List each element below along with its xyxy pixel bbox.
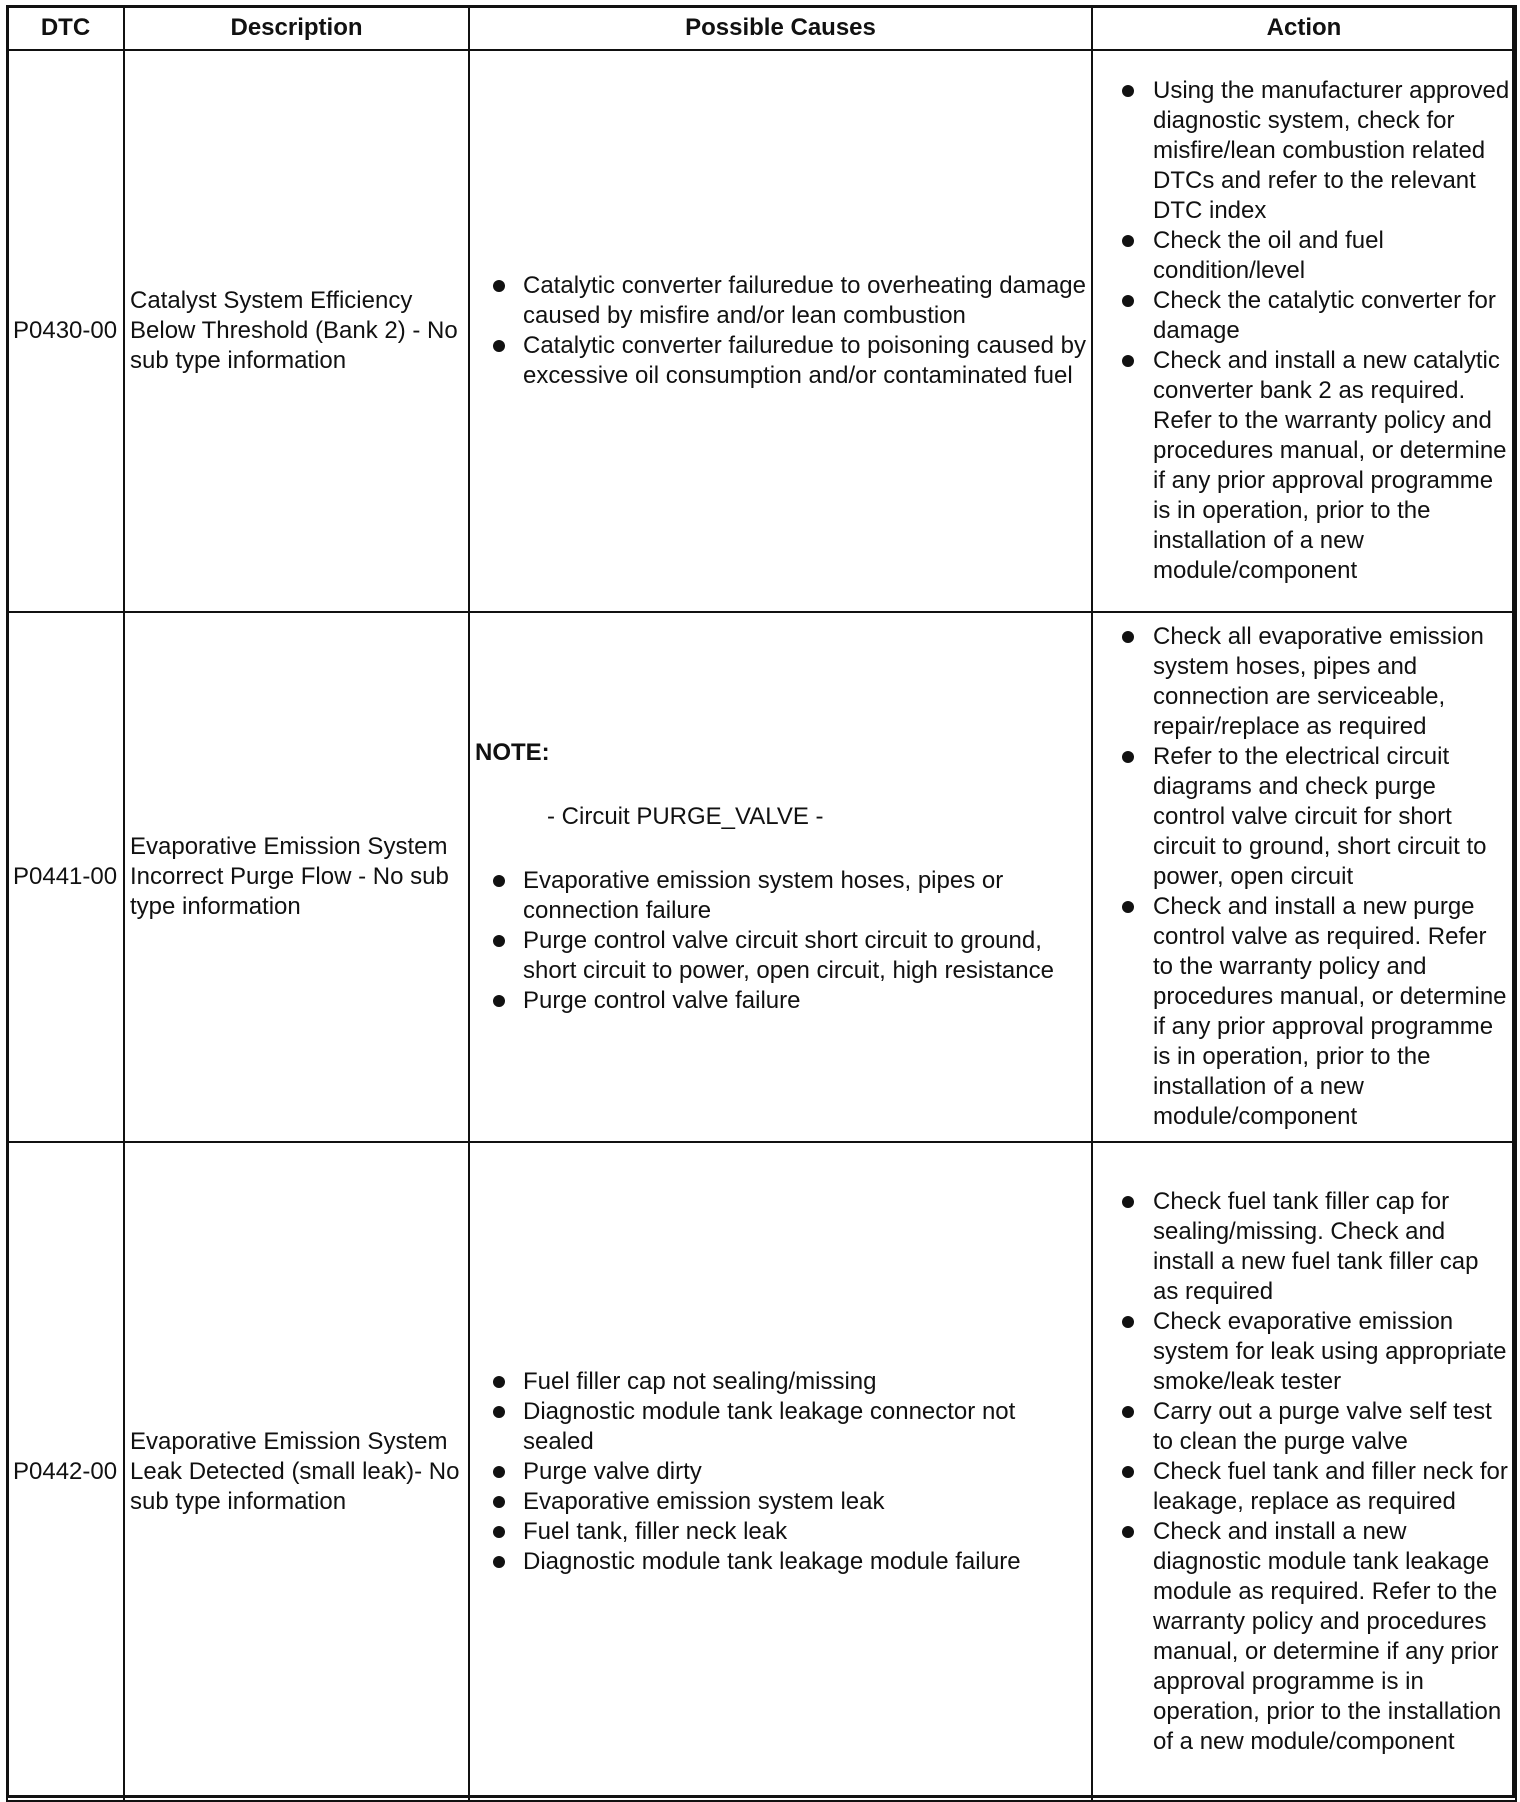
causes-list [475, 271, 1086, 391]
cause-item: Fuel tank, filler neck leak [475, 1517, 1086, 1547]
cause-item: Catalytic converter failuredue to overheating damage caused by misfire and/or lean combustion [475, 271, 1086, 331]
cause-item: Diagnostic module tank leakage module failure [475, 1547, 1086, 1577]
action-item: Check and install a new catalytic converter bank 2 as required. Refer to the warranty policy and procedures manual, or determine if any prior approval programme is in operation, prior to the installation of a new module/component [1098, 346, 1510, 586]
cause-item: Fuel filler cap not sealing/missing [475, 1367, 1086, 1397]
header-row [7, 6, 1516, 50]
action-cell [1092, 1142, 1516, 1801]
cause-item: Evaporative emission system leak [475, 1487, 1086, 1517]
actions-list [1098, 1187, 1510, 1757]
causes-list [475, 1367, 1086, 1577]
actions-list [1098, 76, 1510, 586]
table-row [7, 612, 1516, 1142]
table-row [7, 1142, 1516, 1801]
causes-list [475, 866, 1086, 1016]
table-row [7, 50, 1516, 612]
cause-item: Purge control valve circuit short circuit to ground, short circuit to power, open circuit, high resistance [475, 926, 1086, 986]
action-item: Check and install a new diagnostic module tank leakage module as required. Refer to the warranty policy and procedures manual, or determine if any prior approval programme is in operation, prior to the installation of a new module/component [1098, 1517, 1510, 1757]
action-item: Check the catalytic converter for damage [1098, 286, 1510, 346]
cause-item: Purge valve dirty [475, 1457, 1086, 1487]
header-possible-causes: Possible Causes [469, 6, 1092, 50]
cause-item: Purge control valve failure [475, 986, 1086, 1016]
possible-causes-cell [469, 50, 1092, 612]
cause-item: Evaporative emission system hoses, pipes or connection failure [475, 866, 1086, 926]
action-item: Check and install a new purge control valve as required. Refer to the warranty policy and procedures manual, or determine if any prior approval programme is in operation, prior to the installation of a new module/component [1098, 892, 1510, 1132]
header-action: Action [1092, 6, 1516, 50]
note-circuit: - Circuit PURGE_VALVE - [547, 803, 824, 830]
actions-list [1098, 622, 1510, 1132]
dtc-table [6, 5, 1517, 1802]
possible-causes-cell [469, 1142, 1092, 1801]
action-item: Check the oil and fuel condition/level [1098, 226, 1510, 286]
possible-causes-cell [469, 612, 1092, 1142]
note-label: NOTE: [475, 739, 550, 766]
action-item: Check fuel tank and filler neck for leakage, replace as required [1098, 1457, 1510, 1517]
action-item: Refer to the electrical circuit diagrams and check purge control valve circuit for short circuit to ground, short circuit to power, open circuit [1098, 742, 1510, 892]
action-item: Check all evaporative emission system hoses, pipes and connection are serviceable, repair/replace as required [1098, 622, 1510, 742]
action-cell [1092, 50, 1516, 612]
action-item: Check evaporative emission system for leak using appropriate smoke/leak tester [1098, 1307, 1510, 1397]
action-item: Check fuel tank filler cap for sealing/missing. Check and install a new fuel tank filler cap as required [1098, 1187, 1510, 1307]
dtc-code: P0441-00 [7, 612, 124, 1142]
dtc-description: Evaporative Emission System Incorrect Purge Flow - No sub type information [124, 612, 469, 1142]
action-cell [1092, 612, 1516, 1142]
dtc-code: P0442-00 [7, 1142, 124, 1801]
dtc-description: Evaporative Emission System Leak Detected (small leak)- No sub type information [124, 1142, 469, 1801]
dtc-description: Catalyst System Efficiency Below Threshold (Bank 2) - No sub type information [124, 50, 469, 612]
cause-item: Catalytic converter failuredue to poisoning caused by excessive oil consumption and/or contaminated fuel [475, 331, 1086, 391]
action-item: Carry out a purge valve self test to clean the purge valve [1098, 1397, 1510, 1457]
cause-item: Diagnostic module tank leakage connector not sealed [475, 1397, 1086, 1457]
dtc-code: P0430-00 [7, 50, 124, 612]
action-item: Using the manufacturer approved diagnostic system, check for misfire/lean combustion related DTCs and refer to the relevant DTC index [1098, 76, 1510, 226]
header-description: Description [124, 6, 469, 50]
header-dtc: DTC [7, 6, 124, 50]
